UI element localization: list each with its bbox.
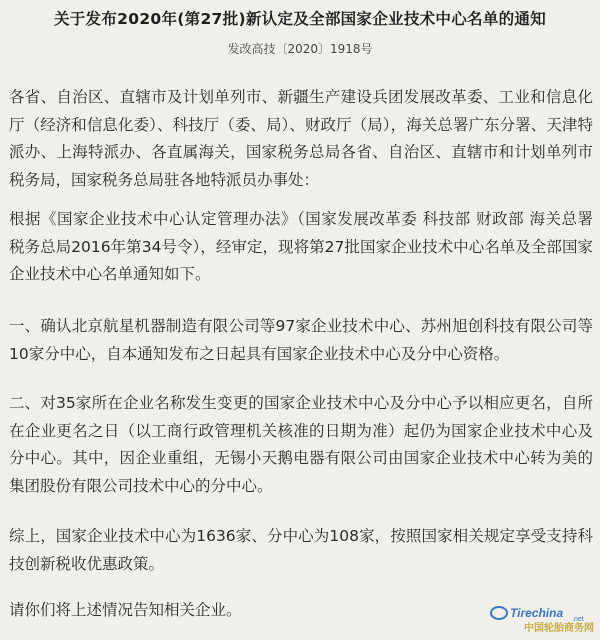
watermark-caption: 中国轮胎商务网 xyxy=(524,623,594,634)
paragraph-summary: 综上，国家企业技术中心为1636家、分中心为108家，按照国家相关规定享受支持科技创新税收优惠政策。 xyxy=(9,527,593,573)
paragraph-addressees: 各省、自治区、直辖市及计划单列市、新疆生产建设兵团发展改革委、工业和信息化厅（经济和信息化委）、科技厅（委、局）、财政厅（局），海关总署广东分署、天津特派办、上海特派办、各直属海关，国家税务总局各省、自治区、直辖市和计划单列市税务局，国家税务总局驻各地特派员办事处： xyxy=(9,88,593,189)
paragraph-item-two: 二、对35家所在企业名称发生变更的国家企业技术中心及分中心予以相应更名，自所在企业更名之日（以工商行政管理机关核准的日期为准）起仍为国家企业技术中心及分中心。其中，因企业重组，无锡小天鹅电器有限公司由国家企业技术中心转为美的集团股份有限公司技术中心的分中心。 xyxy=(9,394,593,495)
tirechina-watermark xyxy=(482,604,594,634)
paragraph-basis: 根据《国家企业技术中心认定管理办法》（国家发展改革委 科技部 财政部 海关总署 税务总局2016年第34号令），经审定，现将第27批国家企业技术中心名单及全部国家企业技术中心名单通知如下。 xyxy=(9,210,593,283)
paragraph-item-one: 一、确认北京航星机器制造有限公司等97家企业技术中心、苏州旭创科技有限公司等10家分中心，自本通知发布之日起具有国家企业技术中心及分中心资格。 xyxy=(9,317,593,363)
logo-text: Tirechina xyxy=(510,606,564,620)
paragraph-closing: 请你们将上述情况告知相关企业。 xyxy=(9,601,242,619)
logo-suffix: .net xyxy=(572,616,584,622)
page-title: 关于发布2020年(第27批)新认定及全部国家企业技术中心名单的通知 xyxy=(53,10,547,28)
document-number: 发改高技〔2020〕1918号 xyxy=(227,42,373,56)
